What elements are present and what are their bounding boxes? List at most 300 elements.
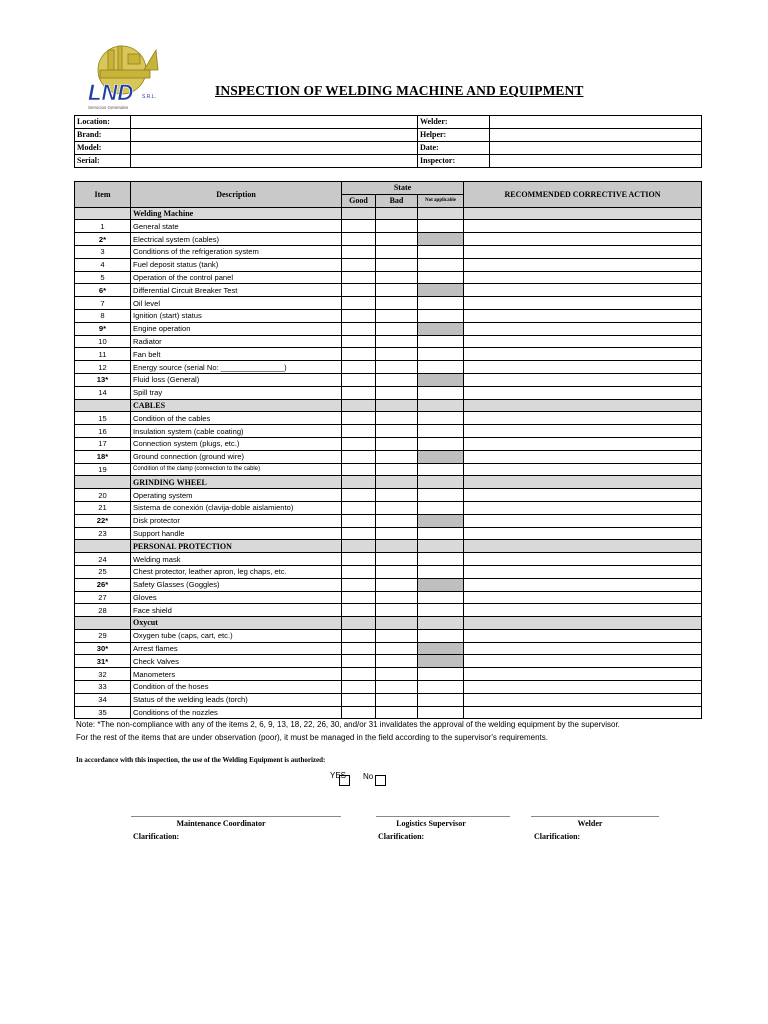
checklist-row [75,425,702,438]
bad-cell[interactable] [376,386,418,399]
corrective-action-cell[interactable] [464,514,702,527]
checklist-row [75,565,702,578]
section-blank-cell [342,540,376,553]
item-description: Condition of the cables [131,412,342,425]
no-checkbox[interactable] [375,775,386,786]
not-applicable-cell[interactable] [418,693,464,706]
checklist-row [75,693,702,706]
corrective-action-cell[interactable] [464,450,702,463]
not-applicable-cell[interactable] [418,361,464,374]
corrective-action-cell[interactable] [464,297,702,310]
item-description: Manometers [131,668,342,681]
corrective-action-cell[interactable] [464,629,702,642]
corrective-action-cell[interactable] [464,348,702,361]
not-applicable-cell [418,578,464,591]
corrective-action-cell[interactable] [464,655,702,668]
helper-field[interactable] [490,128,702,141]
section-item-cell [75,540,131,553]
welder-signature-line[interactable] [531,816,659,817]
good-cell[interactable] [342,412,376,425]
date-field[interactable] [490,141,702,154]
checklist-row [75,514,702,527]
corrective-action-cell[interactable] [464,412,702,425]
section-blank-cell [464,399,702,412]
corrective-action-cell[interactable] [464,220,702,233]
not-applicable-cell[interactable] [418,245,464,258]
not-applicable-cell[interactable] [418,604,464,617]
item-description: Chest protector, leather apron, leg chaps, etc. [131,565,342,578]
checklist-row [75,450,702,463]
good-cell[interactable] [342,322,376,335]
not-applicable-cell [418,514,464,527]
bad-cell[interactable] [376,245,418,258]
bad-cell[interactable] [376,642,418,655]
not-applicable-cell[interactable] [418,258,464,271]
not-applicable-cell[interactable] [418,437,464,450]
no-label: No [363,772,374,781]
item-description: Connection system (plugs, etc.) [131,437,342,450]
corrective-action-cell[interactable] [464,527,702,540]
bad-cell[interactable] [376,335,418,348]
not-applicable-cell [418,642,464,655]
bad-cell[interactable] [376,297,418,310]
item-number: 13* [75,373,131,386]
item-description: Engine operation [131,322,342,335]
good-cell[interactable] [342,309,376,322]
corrective-action-cell[interactable] [464,642,702,655]
section-header-row [75,540,702,553]
item-description: Radiator [131,335,342,348]
item-number: 14 [75,386,131,399]
corrective-action-cell[interactable] [464,681,702,694]
brand-field[interactable] [131,128,418,141]
logo-suffix: S.R.L. [142,94,156,100]
not-applicable-cell[interactable] [418,591,464,604]
bad-cell[interactable] [376,425,418,438]
item-number: 9* [75,322,131,335]
not-applicable-cell[interactable] [418,348,464,361]
corrective-action-cell[interactable] [464,706,702,719]
bad-cell[interactable] [376,565,418,578]
checklist-row [75,604,702,617]
item-number: 27 [75,591,131,604]
section-blank-cell [418,207,464,220]
good-cell[interactable] [342,373,376,386]
not-applicable-cell[interactable] [418,271,464,284]
section-blank-cell [376,540,418,553]
good-cell[interactable] [342,258,376,271]
corrective-action-cell[interactable] [464,386,702,399]
section-blank-cell [376,207,418,220]
section-header-row [75,207,702,220]
section-blank-cell [342,617,376,630]
bad-cell[interactable] [376,233,418,246]
not-applicable-cell[interactable] [418,335,464,348]
checklist-row [75,348,702,361]
checklist-row [75,655,702,668]
not-applicable-cell[interactable] [418,681,464,694]
bad-cell[interactable] [376,706,418,719]
item-number: 24 [75,553,131,566]
corrective-action-cell[interactable] [464,553,702,566]
good-cell[interactable] [342,297,376,310]
bad-cell[interactable] [376,322,418,335]
good-cell[interactable] [342,693,376,706]
item-number: 17 [75,437,131,450]
item-description: Fluid loss (General) [131,373,342,386]
item-number: 25 [75,565,131,578]
maintenance-clarification-label: Clarification: [133,832,180,841]
item-description: Ground connection (ground wire) [131,450,342,463]
section-item-cell [75,476,131,489]
corrective-action-cell[interactable] [464,309,702,322]
welder-title: Welder [577,819,603,828]
good-cell[interactable] [342,450,376,463]
section-blank-cell [464,207,702,220]
not-applicable-cell[interactable] [418,463,464,476]
brand-label: Brand: [75,128,131,141]
item-number: 21 [75,501,131,514]
maintenance-coordinator-title: Maintenance Coordinator [176,819,266,828]
corrective-action-cell[interactable] [464,373,702,386]
item-description: Gloves [131,591,342,604]
section-blank-cell [342,476,376,489]
corrective-action-cell[interactable] [464,258,702,271]
item-description: Spill tray [131,386,342,399]
checklist-row [75,437,702,450]
bad-cell[interactable] [376,348,418,361]
good-cell[interactable] [342,514,376,527]
section-blank-cell [418,476,464,489]
item-description: Face shield [131,604,342,617]
bad-cell[interactable] [376,693,418,706]
corrective-action-cell[interactable] [464,245,702,258]
checklist-row [75,463,702,476]
good-cell[interactable] [342,668,376,681]
section-header-row [75,399,702,412]
item-number: 23 [75,527,131,540]
corrective-action-cell[interactable] [464,578,702,591]
good-cell[interactable] [342,578,376,591]
location-label: Location: [75,116,131,129]
maintenance-signature-line[interactable] [131,816,341,817]
item-description: Support handle [131,527,342,540]
not-applicable-cell[interactable] [418,220,464,233]
corrective-action-cell[interactable] [464,668,702,681]
corrective-action-cell[interactable] [464,489,702,502]
checklist-row [75,642,702,655]
bad-cell[interactable] [376,514,418,527]
section-title: Welding Machine [131,207,342,220]
section-blank-cell [342,207,376,220]
section-blank-cell [418,399,464,412]
good-cell[interactable] [342,655,376,668]
note-other-items: For the rest of the items that are under observation (poor), it must be managed in the field according to the supervisor's requirements. [76,733,548,742]
item-number: 35 [75,706,131,719]
item-description: Ignition (start) status [131,309,342,322]
good-cell[interactable] [342,463,376,476]
not-applicable-cell[interactable] [418,553,464,566]
good-cell[interactable] [342,220,376,233]
not-applicable-cell[interactable] [418,297,464,310]
corrective-action-cell[interactable] [464,463,702,476]
item-description: Safety Glasses (Goggles) [131,578,342,591]
section-header-row [75,617,702,630]
item-number: 20 [75,489,131,502]
section-blank-cell [464,476,702,489]
location-field[interactable] [131,116,418,129]
bad-cell[interactable] [376,655,418,668]
section-blank-cell [418,540,464,553]
not-applicable-cell[interactable] [418,309,464,322]
not-applicable-cell [418,233,464,246]
item-number: 34 [75,693,131,706]
page-title: INSPECTION OF WELDING MACHINE AND EQUIPMENT [215,83,584,98]
bad-cell[interactable] [376,271,418,284]
good-cell[interactable] [342,284,376,297]
corrective-action-cell[interactable] [464,335,702,348]
corrective-action-cell[interactable] [464,591,702,604]
serial-field[interactable] [131,154,418,167]
checklist-row [75,553,702,566]
good-cell[interactable] [342,642,376,655]
item-number: 1 [75,220,131,233]
corrective-action-cell[interactable] [464,604,702,617]
item-description: General state [131,220,342,233]
model-label: Model: [75,141,131,154]
logo-tagline: Servicios Generales [88,105,129,110]
section-item-cell [75,399,131,412]
not-applicable-cell[interactable] [418,565,464,578]
col-header-state: State [342,182,464,195]
not-applicable-cell[interactable] [418,629,464,642]
not-applicable-cell[interactable] [418,425,464,438]
good-cell[interactable] [342,335,376,348]
item-number: 33 [75,681,131,694]
bad-cell[interactable] [376,604,418,617]
good-cell[interactable] [342,271,376,284]
item-description: Sistema de conexión (clavija-doble aislamiento) [131,501,342,514]
item-number: 8 [75,309,131,322]
item-number: 7 [75,297,131,310]
checklist-row [75,527,702,540]
item-number: 16 [75,425,131,438]
checklist-row [75,373,702,386]
bad-cell[interactable] [376,553,418,566]
item-description: Conditions of the nozzles [131,706,342,719]
logo-brand-text: LND [88,80,134,105]
checklist-row [75,258,702,271]
item-number: 28 [75,604,131,617]
bad-cell[interactable] [376,309,418,322]
authorization-statement: In accordance with this inspection, the use of the Welding Equipment is authorized: [76,756,326,764]
item-number: 30* [75,642,131,655]
bad-cell[interactable] [376,437,418,450]
not-applicable-cell [418,655,464,668]
item-number: 18* [75,450,131,463]
item-description: Welding mask [131,553,342,566]
not-applicable-cell[interactable] [418,706,464,719]
item-description: Operation of the control panel [131,271,342,284]
good-cell[interactable] [342,489,376,502]
bad-cell[interactable] [376,373,418,386]
item-number: 31* [75,655,131,668]
col-header-corrective-action: RECOMMENDED CORRECTIVE ACTION [464,182,702,208]
bad-cell[interactable] [376,591,418,604]
item-number: 5 [75,271,131,284]
inspector-field[interactable] [490,154,702,167]
section-blank-cell [418,617,464,630]
corrective-action-cell[interactable] [464,322,702,335]
bad-cell[interactable] [376,578,418,591]
welder-label: Welder: [418,116,490,129]
checklist-row [75,361,702,374]
corrective-action-cell[interactable] [464,233,702,246]
note-critical-items: Note: *The non-compliance with any of the items 2, 6, 9, 13, 18, 22, 26, 30, and/or 31 invalidates the approval of the welding equipment by the supervisor. [76,720,620,729]
bad-cell[interactable] [376,361,418,374]
checklist-row [75,284,702,297]
corrective-action-cell[interactable] [464,361,702,374]
item-description: Oil level [131,297,342,310]
item-description: Fuel deposit status (tank) [131,258,342,271]
bad-cell[interactable] [376,629,418,642]
company-logo [78,40,178,112]
checklist-row [75,335,702,348]
col-header-bad: Bad [376,194,418,207]
item-number: 15 [75,412,131,425]
col-header-item: Item [75,182,131,208]
item-description: Check Valves [131,655,342,668]
checklist-row [75,591,702,604]
section-title: GRINDING WHEEL [131,476,342,489]
item-number: 32 [75,668,131,681]
item-number: 19 [75,463,131,476]
checklist-row [75,386,702,399]
corrective-action-cell[interactable] [464,437,702,450]
checklist-row [75,309,702,322]
good-cell[interactable] [342,348,376,361]
corrective-action-cell[interactable] [464,271,702,284]
good-cell[interactable] [342,233,376,246]
item-description: Condition of the hoses [131,681,342,694]
item-description: Arrest flames [131,642,342,655]
section-title: PERSONAL PROTECTION [131,540,342,553]
good-cell[interactable] [342,681,376,694]
checklist-row [75,501,702,514]
corrective-action-cell[interactable] [464,565,702,578]
not-applicable-cell [418,322,464,335]
section-blank-cell [464,540,702,553]
corrective-action-cell[interactable] [464,284,702,297]
yes-label: YES [330,771,347,780]
bad-cell[interactable] [376,284,418,297]
item-number: 22* [75,514,131,527]
section-blank-cell [376,399,418,412]
section-header-row [75,476,702,489]
corrective-action-cell[interactable] [464,501,702,514]
model-field[interactable] [131,141,418,154]
not-applicable-cell[interactable] [418,668,464,681]
corrective-action-cell[interactable] [464,425,702,438]
good-cell[interactable] [342,245,376,258]
section-blank-cell [376,476,418,489]
good-cell[interactable] [342,591,376,604]
inspector-label: Inspector: [418,154,490,167]
section-item-cell [75,617,131,630]
bad-cell[interactable] [376,681,418,694]
good-cell[interactable] [342,553,376,566]
checklist-row [75,578,702,591]
good-cell[interactable] [342,437,376,450]
bad-cell[interactable] [376,501,418,514]
not-applicable-cell[interactable] [418,501,464,514]
welder-clarification-label: Clarification: [534,832,581,841]
good-cell[interactable] [342,565,376,578]
logistics-signature-line[interactable] [376,816,510,817]
item-number: 2* [75,233,131,246]
bad-cell[interactable] [376,527,418,540]
col-header-good: Good [342,194,376,207]
bad-cell[interactable] [376,258,418,271]
bad-cell[interactable] [376,450,418,463]
good-cell[interactable] [342,629,376,642]
col-header-description: Description [131,182,342,208]
not-applicable-cell[interactable] [418,386,464,399]
good-cell[interactable] [342,386,376,399]
good-cell[interactable] [342,706,376,719]
item-description: Conditions of the refrigeration system [131,245,342,258]
good-cell[interactable] [342,527,376,540]
bad-cell[interactable] [376,220,418,233]
item-description: Fan belt [131,348,342,361]
not-applicable-cell[interactable] [418,527,464,540]
yes-checkbox[interactable] [339,775,350,786]
checklist-row [75,668,702,681]
welder-field[interactable] [490,116,702,129]
not-applicable-cell [418,450,464,463]
not-applicable-cell[interactable] [418,412,464,425]
item-description: Energy source (serial No: _______________) [131,361,342,374]
section-item-cell [75,207,131,220]
item-description: Insulation system (cable coating) [131,425,342,438]
not-applicable-cell [418,284,464,297]
not-applicable-cell[interactable] [418,489,464,502]
section-blank-cell [376,617,418,630]
good-cell[interactable] [342,501,376,514]
item-number: 3 [75,245,131,258]
section-title: CABLES [131,399,342,412]
checklist-row [75,681,702,694]
section-blank-cell [464,617,702,630]
corrective-action-cell[interactable] [464,693,702,706]
date-label: Date: [418,141,490,154]
good-cell[interactable] [342,361,376,374]
bad-cell[interactable] [376,463,418,476]
bad-cell[interactable] [376,668,418,681]
helper-label: Helper: [418,128,490,141]
bad-cell[interactable] [376,412,418,425]
item-number: 10 [75,335,131,348]
good-cell[interactable] [342,604,376,617]
logistics-clarification-label: Clarification: [378,832,425,841]
good-cell[interactable] [342,425,376,438]
item-number: 26* [75,578,131,591]
checklist-row [75,271,702,284]
item-number: 6* [75,284,131,297]
item-number: 29 [75,629,131,642]
item-description: Electrical system (cables) [131,233,342,246]
bad-cell[interactable] [376,489,418,502]
